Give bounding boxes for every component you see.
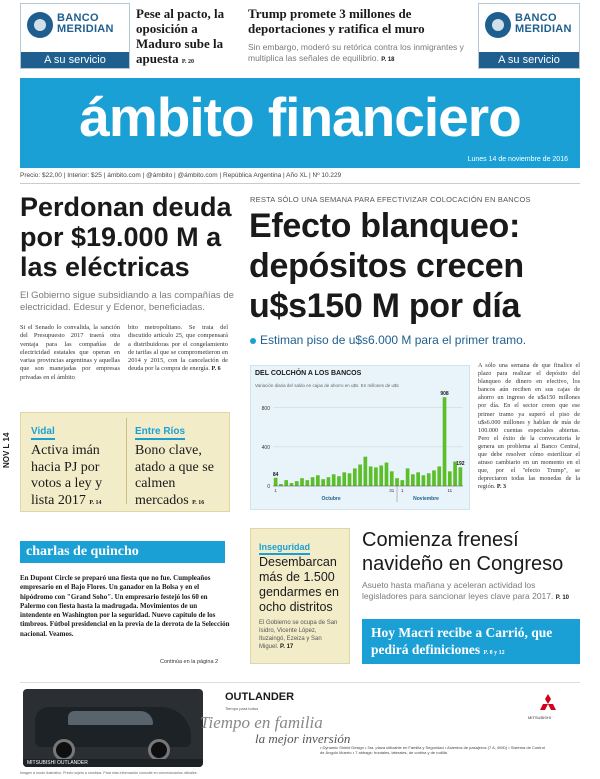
chart-bar [416,472,420,486]
car-caption: MITSUBISHI OUTLANDER [23,759,203,767]
lead-subheadline: El Gobierno sigue subsidiando a las compañías de electricidad. Edesur y Edenor, beneficiadas. [20,290,234,313]
y-tick-label: 0 [267,484,270,490]
charlas-body: En Dupont Circle se preparó una fiesta que no fue. Cumpleaños empresario en el Bajo Flores. Un ganador en la Bolsa y en el hipódromo con "Grand Soho". Un empresario festejó los 60 en Palermo con fiesta hasta la madrugada. Movimientos de un intendente en Washington por la seguridad. Nuevo capítulo de los timbreos. Fútbol presidencial en la previa de la derrota de la Selección nacional. Veamos. [20,574,230,638]
chart-bar [274,478,278,486]
inseguridad-box[interactable] [250,528,350,664]
entre-rios-label: Entre Ríos [135,426,185,440]
chart-bar [342,472,346,486]
chart-bar [290,483,294,486]
chart-svg [251,390,471,511]
chart-bar [321,479,325,486]
chart-bar [300,478,304,486]
x-tick-label: 31 [389,488,395,493]
deposits-chart [250,365,470,510]
chart-bar [284,480,288,486]
main-kicker: RESTA SÓLO UNA SEMANA PARA EFECTIVIZAR COLOCACIÓN EN BANCOS [250,195,531,204]
slogan-line-1: Tiempo en familia [200,713,323,732]
bank-tagline: A su servicio [21,52,129,68]
chart-bar [305,480,309,486]
lead-body-col-1: Si el Senado lo convalida, la sanción del Presupuesto 2017 traerá otra ventaja para las compañías de electricidad estatales que operan en varias provincias argentinas y aquellas que son manejadas por empresas privadas en el ámbito [20,324,120,381]
outlander-brand-sub: Tiempo para todos [225,706,259,711]
chart-bar [348,473,352,486]
chart-bar [379,465,383,486]
chart-bar [390,471,394,486]
bank-logo-icon [485,12,511,38]
chart-bar [332,474,336,486]
chart-bar [443,397,447,486]
chart-bar [374,467,378,486]
chart-bar [364,457,368,486]
bar-value-label: 192 [456,461,465,468]
chart-bar [369,466,373,486]
bank-tagline: A su servicio [479,52,579,68]
meta-line: Precio: $22,00 | Interior: $25 | ámbito.com | @ámbito | @ámbito.com | República Argentina | Año XL | Nº 10.229 [20,172,580,184]
chart-bar [358,464,362,486]
outlander-brand: OUTLANDER [225,691,295,703]
chart-title: DEL COLCHÓN A LOS BANCOS [255,370,362,377]
chart-bar [422,475,426,486]
ad-legal: Imagen a modo ilustrativo. Precio sujeto a cambios. Para más información consulte en concesionarios oficiales. [20,771,198,775]
car-window-shape [68,711,153,725]
ad-specs: • Dynamic Shield Design • 3ra. plaza utilizable en Familia y Seguridad • Asientos de pasajeros (7 A, 4WD) • Sistema de Control de Ángulo Muerto • 7 airbags: frontales, laterales, de cortina y de rodilla [320,745,545,756]
inseguridad-headline: Desembarcan más de 1.500 gendarmes en ocho distritos [259,555,339,614]
chart-bar [327,477,331,486]
banco-meridian-ad-left[interactable] [20,3,130,69]
wheel-icon [53,739,75,761]
chart-bar [353,468,357,486]
inseguridad-detail: El Gobierno se ocupa de San Isidro, Vicente López, Ituzaingó, Ezeiza y San Miguel. P. 17 [259,620,338,650]
main-bullet: Estiman piso de u$s6.000 M para el primer tramo. [250,333,580,347]
headline-trump[interactable]: Trump promete 3 millones de deportaciones y ratifica el muro [248,6,425,36]
month-label: Octubre [321,496,341,502]
bar-value-label: 908 [440,391,449,398]
chart-bar [295,481,299,486]
bank-logo-icon [27,12,53,38]
chart-bar [395,478,399,486]
macri-carrio-banner[interactable]: Hoy Macri recibe a Carrió, que pedirá definiciones P. 8 y 12 [362,619,580,664]
slogan-line-2: la mejor inversión [255,731,351,746]
inseguridad-label: Inseguridad [259,542,310,555]
charlas-de-quincho-header[interactable]: charlas de quincho [20,541,225,563]
vidal-headline: Activa imán hacia PJ por votos a ley y lista 2017 [31,443,103,508]
x-tick-label: 1 [401,488,404,493]
bank-name: BANCO MERIDIAN [515,12,572,35]
masthead [20,78,580,168]
chart-bar [411,474,415,486]
chart-subtitle: Variación diaria del saldo en cajas de ahorro en u$s. En millones de u$s [255,383,399,388]
masthead-title: ámbito financiero [79,86,521,148]
vertical-date-label: NOV L 14 [2,432,11,468]
brief-divider [126,418,127,504]
chart-bar [432,470,436,486]
chart-bar [448,471,452,486]
congreso-headline[interactable]: Comienza frenesí navideño en Congreso [362,529,564,575]
vidal-label: Vidal [31,426,55,440]
congreso-sub: Asueto hasta mañana y aceleran actividad los legisladores para sancionar leyes clave para 2017. P. 10 [362,580,569,601]
chart-bar [437,466,441,486]
car-photo [23,689,203,767]
main-headline[interactable]: Efecto blanqueo: depósitos crecen u$s150 M por día [249,207,524,325]
main-body: A sólo una semana de que finalice el plazo para realizar el depósito del blanqueo de dinero en efectivo, los bancos aún reciben en sus cajas de ahorro un ingreso de u$s150 millones por día. En el sector creen que ese primer tramo ya superó el piso de u$s6.000 millones y hablan de más de 100.000 cuentas especiales abiertas. Pero el éxito de la convocatoria le genera un problema al Banco Central, que debe resolver cómo esterilizar el atraso cambiario en un momento en el que, por el "efecto Trump", se depreciaron todas las monedas de la región. P. 3 [478,362,580,491]
headline-maduro[interactable]: Pese al pacto, la oposición a Maduro sube la apuesta P. 20 [136,6,225,66]
chart-bar [459,467,463,486]
entre-rios-brief[interactable]: Entre Ríos Bono clave, atado a que se calmen mercados P. 16 [135,426,214,508]
bank-name: BANCO MERIDIAN [57,12,114,35]
chart-bar [337,476,341,486]
x-tick-label: 1 [274,488,277,493]
banco-meridian-ad-right[interactable] [478,3,580,69]
lead-headline[interactable]: Perdonan deuda por $19.000 M a las eléctricas [20,192,232,282]
wheel-icon [148,739,170,761]
maker-name: MITSUBISHI [528,715,551,720]
month-label: Noviembre [413,496,439,502]
y-tick-label: 800 [261,405,270,412]
bullet-dot-icon [250,338,256,344]
headline-trump-sub: Sin embargo, moderó su retórica contra los inmigrantes y multiplica las señales de equilibrio. P. 18 [248,42,464,63]
chart-bar [406,468,410,486]
chart-bar [427,473,431,486]
chart-bar [316,475,320,486]
bar-value-label: 84 [272,471,279,478]
vidal-brief[interactable]: Vidal Activa imán hacia PJ por votos a ley y lista 2017 P. 14 [31,426,103,508]
entre-rios-headline: Bono clave, atado a que se calmen mercados [135,443,214,508]
lead-body-col-2: bito metropolitano. Se trata del discutido artículo 25, que compensará a distribuidoras por el congelamiento de tarifas al que se comprometieron en 2014 y 2015, con la cancelación de deuda por la compra de energía. P. 6 [128,324,228,373]
continue-note: Continúa en la página 2 [160,659,219,665]
masthead-date: Lunes 14 de noviembre de 2016 [467,156,568,163]
chart-bar [311,477,315,486]
outlander-ad[interactable] [20,682,580,779]
chart-bar [385,463,389,486]
mitsubishi-logo-icon [538,693,558,713]
chart-bar [400,480,404,486]
x-tick-label: 11 [447,488,453,493]
y-tick-label: 400 [261,444,270,451]
